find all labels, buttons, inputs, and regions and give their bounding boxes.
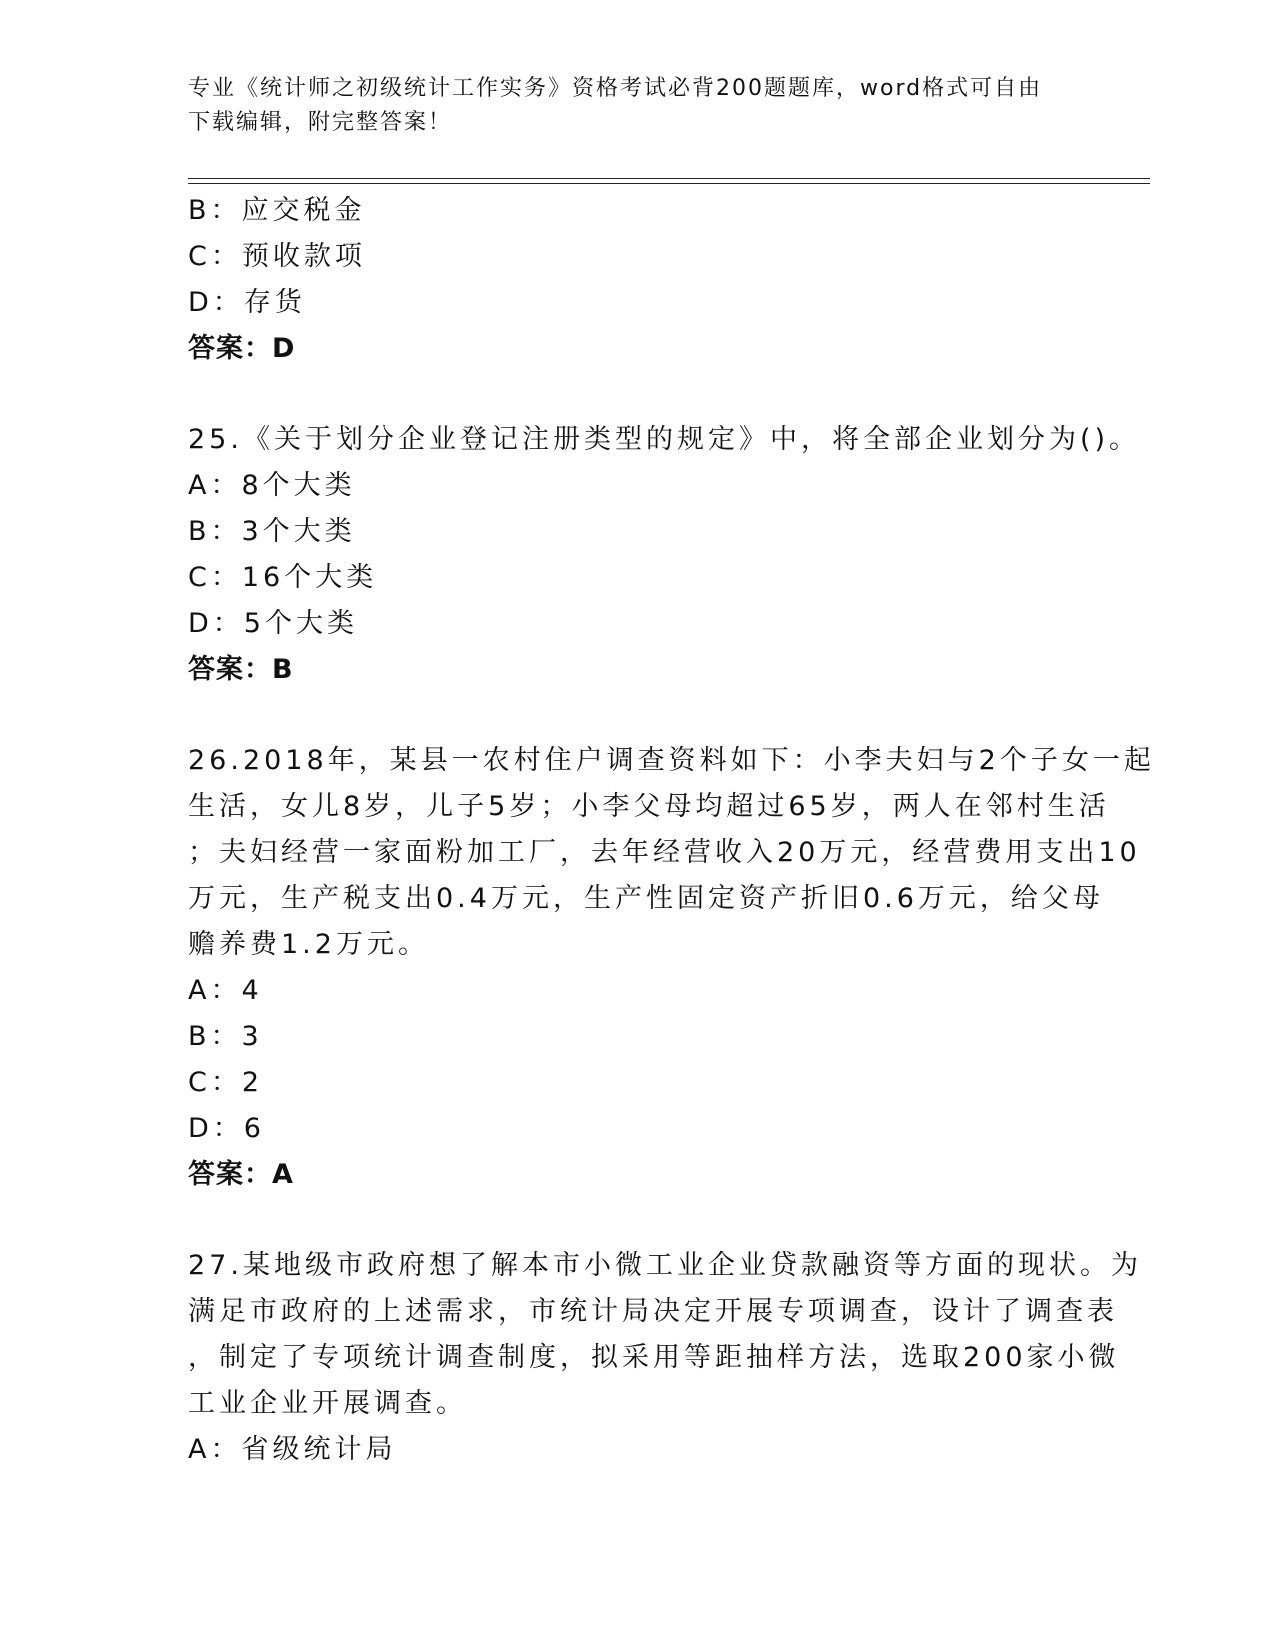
spacer: [188, 1198, 1088, 1243]
option-a: A：8个大类: [188, 470, 356, 501]
spacer: [188, 372, 1088, 417]
question-27-text-line: 工业企业开展调查。: [188, 1388, 467, 1419]
option-a: A：省级统计局: [188, 1434, 397, 1465]
answer-label: 答案：A: [188, 1159, 294, 1190]
question-27-text-line: 27.某地级市政府想了解本市小微工业企业贷款融资等方面的现状。为: [188, 1250, 1142, 1281]
question-26-block: [188, 738, 1155, 1198]
question-26-text-line: 26.2018年，某县一农村住户调查资料如下：小李夫妇与2个子女一起: [188, 745, 1155, 776]
question-27-text-line: 满足市政府的上述需求，市统计局决定开展专项调查，设计了调查表: [188, 1296, 1118, 1327]
header-divider-bottom: [188, 183, 1150, 184]
question-25-block: [188, 417, 1141, 693]
question-26-text-line: 生活，女儿8岁，儿子5岁；小李父母均超过65岁，两人在邻村生活: [188, 791, 1110, 822]
question-26-text-line: 赡养费1.2万元。: [188, 929, 429, 960]
option-b: B：应交税金: [188, 195, 366, 226]
question-26-text-line: 万元，生产税支出0.4万元，生产性固定资产折旧0.6万元，给父母: [188, 883, 1104, 914]
question-content: [188, 188, 1155, 1473]
question-27-text-line: ，制定了专项统计调查制度，拟采用等距抽样方法，选取200家小微: [188, 1342, 1120, 1373]
prev-question-block: [188, 188, 1088, 372]
option-c: C：16个大类: [188, 562, 378, 593]
option-c: C：2: [188, 1067, 264, 1098]
question-26-text-line: ；夫妇经营一家面粉加工厂，去年经营收入20万元，经营费用支出10: [188, 837, 1141, 868]
document-header: [188, 72, 1068, 140]
question-25-text: 25.《关于划分企业登记注册类型的规定》中，将全部企业划分为()。: [188, 424, 1141, 455]
option-a: A：4: [188, 975, 263, 1006]
answer-label: 答案：B: [188, 654, 294, 685]
question-27-block: [188, 1243, 1142, 1473]
option-b: B：3个大类: [188, 516, 356, 547]
header-divider-top: [188, 178, 1150, 179]
option-c: C：预收款项: [188, 241, 366, 272]
option-d: D：6: [188, 1113, 265, 1144]
option-d: D：5个大类: [188, 608, 358, 639]
option-d: D：存货: [188, 287, 306, 318]
option-b: B：3: [188, 1021, 263, 1052]
header-line-1: 专业《统计师之初级统计工作实务》资格考试必背200题题库，word格式可自由: [188, 76, 1043, 101]
header-line-2: 下载编辑，附完整答案！: [188, 110, 453, 135]
answer-label: 答案：D: [188, 333, 296, 364]
spacer: [188, 693, 1088, 738]
